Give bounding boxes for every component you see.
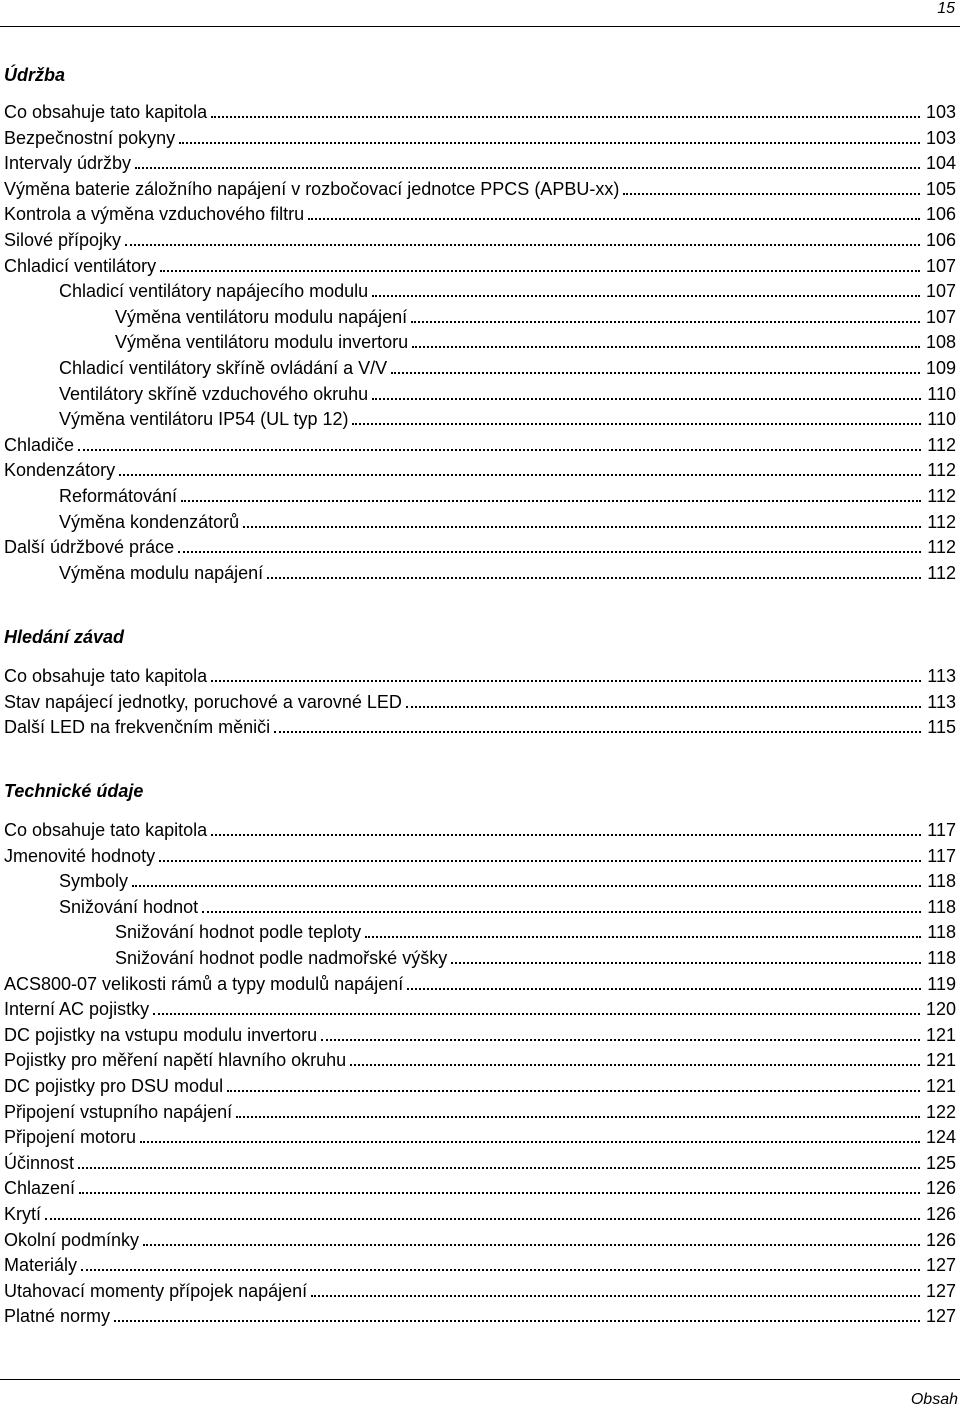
toc-entry-page-number: 126 xyxy=(925,1178,956,1199)
toc-entry-page-number: 115 xyxy=(927,717,956,738)
toc-entry-title: Silové přípojky xyxy=(4,229,122,250)
toc-entry[interactable] xyxy=(4,1228,956,1254)
toc-entry-title: Výměna ventilátoru modulu napájení xyxy=(115,306,408,327)
toc-entry-title: Účinnost xyxy=(4,1152,75,1173)
dot-leader xyxy=(178,551,921,553)
toc-entry-page-number: 110 xyxy=(927,409,956,430)
toc-entry[interactable] xyxy=(4,1048,956,1074)
toc-entry-page-number: 106 xyxy=(925,204,956,225)
toc-entry-page-number: 104 xyxy=(925,153,956,174)
toc-entry-page-number: 112 xyxy=(927,434,956,455)
toc-entry[interactable] xyxy=(4,1279,956,1305)
toc-entry[interactable] xyxy=(4,382,956,408)
toc-entry[interactable] xyxy=(4,690,956,716)
toc-entry[interactable] xyxy=(4,1253,956,1279)
toc-entry-title: Pojistky pro měření napětí hlavního okruhu xyxy=(4,1050,347,1071)
toc-entry-page-number: 108 xyxy=(925,332,956,353)
page-number: 15 xyxy=(937,0,955,17)
toc-entry-title: Utahovací momenty přípojek napájení xyxy=(4,1280,308,1301)
dot-leader xyxy=(350,1064,920,1066)
dot-leader xyxy=(407,988,921,990)
dot-leader xyxy=(132,885,921,887)
toc-entry[interactable] xyxy=(4,1125,956,1151)
dot-leader xyxy=(160,270,920,272)
toc-entry-title: Další údržbové práce xyxy=(4,537,175,558)
toc-entry[interactable] xyxy=(4,177,956,203)
toc-entry-page-number: 126 xyxy=(925,1203,956,1224)
toc-entry-page-number: 112 xyxy=(927,485,956,506)
dot-leader xyxy=(211,834,921,836)
toc-entry[interactable] xyxy=(4,279,956,305)
toc-entry[interactable] xyxy=(4,920,956,946)
dot-leader xyxy=(372,398,921,400)
toc-entry[interactable] xyxy=(4,126,956,152)
toc-entry[interactable] xyxy=(4,535,956,561)
toc-entry-title: Reformátování xyxy=(59,485,178,506)
footer-label: Obsah xyxy=(910,1391,958,1408)
toc-entry-title: Chlazení xyxy=(4,1178,76,1199)
toc-entry-title: Chladicí ventilátory xyxy=(4,255,157,276)
toc-entry-title: Snižování hodnot xyxy=(59,896,199,917)
toc-entry-page-number: 121 xyxy=(925,1024,956,1045)
toc-entry-page-number: 118 xyxy=(927,947,956,968)
toc-entry[interactable] xyxy=(4,1202,956,1228)
dot-leader xyxy=(181,500,921,502)
toc-entry-title: Kondenzátory xyxy=(4,460,116,481)
toc-entry[interactable] xyxy=(4,458,956,484)
toc-entry-title: Co obsahuje tato kapitola xyxy=(4,102,208,122)
toc-entry[interactable] xyxy=(4,510,956,536)
dot-leader xyxy=(140,1141,920,1143)
toc-entry-page-number: 122 xyxy=(925,1101,956,1122)
toc-entry-page-number: 118 xyxy=(927,896,956,917)
dot-leader xyxy=(179,142,920,144)
dot-leader xyxy=(143,1244,920,1246)
toc-entry[interactable] xyxy=(4,972,956,998)
toc-entry-title: Co obsahuje tato kapitola xyxy=(4,666,208,686)
toc-entry[interactable] xyxy=(4,433,956,459)
toc-entry-title: Jmenovité hodnoty xyxy=(4,845,156,866)
section-udrzba xyxy=(4,62,956,586)
toc-entry[interactable] xyxy=(4,1151,956,1177)
toc-entry[interactable] xyxy=(4,561,956,587)
dot-leader xyxy=(372,295,920,297)
toc-entry-page-number: 127 xyxy=(925,1255,956,1276)
toc-entry-page-number: 121 xyxy=(925,1050,956,1071)
dot-leader xyxy=(412,346,920,348)
toc-entry-page-number: 107 xyxy=(925,281,956,302)
toc-entry-page-number: 109 xyxy=(925,357,956,378)
toc-entry[interactable] xyxy=(4,869,956,895)
toc-entry-title: Krytí xyxy=(4,1203,42,1224)
toc-entry-title: Stav napájecí jednotky, poruchové a varovné LED xyxy=(4,691,402,712)
toc-list xyxy=(4,100,956,586)
dot-leader xyxy=(311,1295,920,1297)
footer-rule xyxy=(0,1379,960,1380)
toc-entry[interactable] xyxy=(4,356,956,382)
toc-entry-title: Výměna baterie záložního napájení v rozbočovací jednotce PPCS (APBU-xx) xyxy=(4,178,620,199)
toc-entry-page-number: 112 xyxy=(927,562,956,583)
toc-entry[interactable] xyxy=(4,407,956,433)
toc-entry-page-number: 107 xyxy=(925,306,956,327)
toc-entry-page-number: 112 xyxy=(927,511,956,532)
toc-entry[interactable] xyxy=(4,228,956,254)
toc-entry-title: Výměna ventilátoru IP54 (UL typ 12) xyxy=(59,409,349,430)
toc-entry-title: DC pojistky pro DSU modul xyxy=(4,1075,224,1096)
toc-entry-page-number: 126 xyxy=(925,1229,956,1250)
toc-entry-page-number: 118 xyxy=(927,871,956,892)
dot-leader xyxy=(81,1269,920,1271)
dot-leader xyxy=(227,1090,920,1092)
toc-entry-title: Chladicí ventilátory skříně ovládání a V/V xyxy=(59,357,388,378)
toc-entry-title: Snižování hodnot podle teploty xyxy=(115,922,362,943)
toc-entry-title: Snižování hodnot podle nadmořské výšky xyxy=(115,947,448,968)
dot-leader xyxy=(623,193,920,195)
toc-entry[interactable] xyxy=(4,305,956,331)
dot-leader xyxy=(211,680,921,682)
toc-entry-page-number: 106 xyxy=(925,229,956,250)
toc-entry-page-number: 112 xyxy=(927,460,956,481)
section-hledani-zavad xyxy=(4,624,956,741)
toc-entry-page-number: 103 xyxy=(925,127,956,148)
toc-entry[interactable] xyxy=(4,254,956,280)
toc-entry-title: Připojení motoru xyxy=(4,1127,137,1148)
dot-leader xyxy=(202,911,921,913)
dot-leader xyxy=(153,1013,920,1015)
toc-entry-page-number: 117 xyxy=(927,820,956,840)
dot-leader xyxy=(159,860,921,862)
toc-entry[interactable] xyxy=(4,946,956,972)
toc-entry[interactable] xyxy=(4,1100,956,1126)
toc-entry-page-number: 117 xyxy=(927,845,956,866)
toc-list xyxy=(4,664,956,741)
section-technicke-udaje xyxy=(4,778,956,1330)
toc-entry-title: DC pojistky na vstupu modulu invertoru xyxy=(4,1024,318,1045)
toc-entry[interactable] xyxy=(4,818,956,844)
dot-leader xyxy=(267,577,921,579)
toc-list xyxy=(4,818,956,1330)
toc-entry[interactable] xyxy=(4,715,956,741)
dot-leader xyxy=(391,372,920,374)
toc-entry[interactable] xyxy=(4,100,956,126)
toc-entry-title: Výměna ventilátoru modulu invertoru xyxy=(115,332,409,353)
dot-leader xyxy=(78,449,921,451)
toc-entry-page-number: 112 xyxy=(927,537,956,558)
toc-entry-title: Výměna kondenzátorů xyxy=(59,511,240,532)
toc-entry-title: Platné normy xyxy=(4,1306,111,1327)
toc-entry[interactable] xyxy=(4,202,956,228)
toc-entry-page-number: 113 xyxy=(927,666,956,686)
toc-entry-page-number: 119 xyxy=(927,973,956,994)
toc-entry-page-number: 124 xyxy=(925,1127,956,1148)
dot-leader xyxy=(45,1218,920,1220)
toc-entry-title: Chladiče xyxy=(4,434,75,455)
toc-entry-page-number: 103 xyxy=(925,102,956,122)
toc-entry-page-number: 107 xyxy=(925,255,956,276)
toc-entry-title: Intervaly údržby xyxy=(4,153,132,174)
toc-entry-page-number: 121 xyxy=(925,1075,956,1096)
toc-entry-page-number: 127 xyxy=(925,1306,956,1327)
dot-leader xyxy=(308,218,920,220)
toc-entry[interactable] xyxy=(4,330,956,356)
dot-leader xyxy=(451,962,921,964)
dot-leader xyxy=(365,936,921,938)
toc-entry-page-number: 105 xyxy=(925,178,956,199)
toc-entry[interactable] xyxy=(4,844,956,870)
dot-leader xyxy=(406,706,921,708)
toc-entry-title: Interní AC pojistky xyxy=(4,999,150,1020)
toc-entry-title: Chladicí ventilátory napájecího modulu xyxy=(59,281,369,302)
toc-entry[interactable] xyxy=(4,664,956,690)
toc-entry-title: Kontrola a výměna vzduchového filtru xyxy=(4,204,305,225)
header-rule xyxy=(0,26,960,27)
dot-leader xyxy=(78,1167,920,1169)
toc-entry[interactable] xyxy=(4,997,956,1023)
dot-leader xyxy=(125,244,920,246)
toc-entry-title: Bezpečnostní pokyny xyxy=(4,127,176,148)
toc-entry-page-number: 110 xyxy=(927,383,956,404)
toc-entry-page-number: 120 xyxy=(925,999,956,1020)
toc-entry[interactable] xyxy=(4,151,956,177)
toc-entry[interactable] xyxy=(4,895,956,921)
toc-entry[interactable] xyxy=(4,1023,956,1049)
toc-entry-title: Co obsahuje tato kapitola xyxy=(4,820,208,840)
dot-leader xyxy=(236,1116,920,1118)
toc-entry-title: Symboly xyxy=(59,871,129,892)
dot-leader xyxy=(114,1320,920,1322)
toc-entry-title: Materiály xyxy=(4,1255,78,1276)
toc-entry-page-number: 125 xyxy=(925,1152,956,1173)
section-heading: Údržba xyxy=(4,65,66,85)
dot-leader xyxy=(352,423,921,425)
toc-entry-title: Připojení vstupního napájení xyxy=(4,1101,233,1122)
section-heading: Hledání závad xyxy=(4,627,125,647)
dot-leader xyxy=(211,116,920,118)
toc-entry[interactable] xyxy=(4,1074,956,1100)
section-heading: Technické údaje xyxy=(4,781,144,801)
dot-leader xyxy=(79,1192,920,1194)
toc-entry-title: Okolní podmínky xyxy=(4,1229,140,1250)
dot-leader xyxy=(274,731,921,733)
toc-entry[interactable] xyxy=(4,484,956,510)
toc-entry-title: ACS800-07 velikosti rámů a typy modulů napájení xyxy=(4,973,404,994)
dot-leader xyxy=(243,526,921,528)
toc-entry-page-number: 127 xyxy=(925,1280,956,1301)
toc-entry[interactable] xyxy=(4,1304,956,1330)
dot-leader xyxy=(119,474,921,476)
dot-leader xyxy=(411,321,920,323)
dot-leader xyxy=(321,1039,920,1041)
toc-entry-title: Další LED na frekvenčním měniči xyxy=(4,717,271,738)
toc-entry[interactable] xyxy=(4,1176,956,1202)
dot-leader xyxy=(135,167,920,169)
toc-entry-page-number: 118 xyxy=(927,922,956,943)
toc-entry-page-number: 113 xyxy=(927,691,956,712)
toc-entry-title: Výměna modulu napájení xyxy=(59,562,264,583)
toc-entry-title: Ventilátory skříně vzduchového okruhu xyxy=(59,383,369,404)
